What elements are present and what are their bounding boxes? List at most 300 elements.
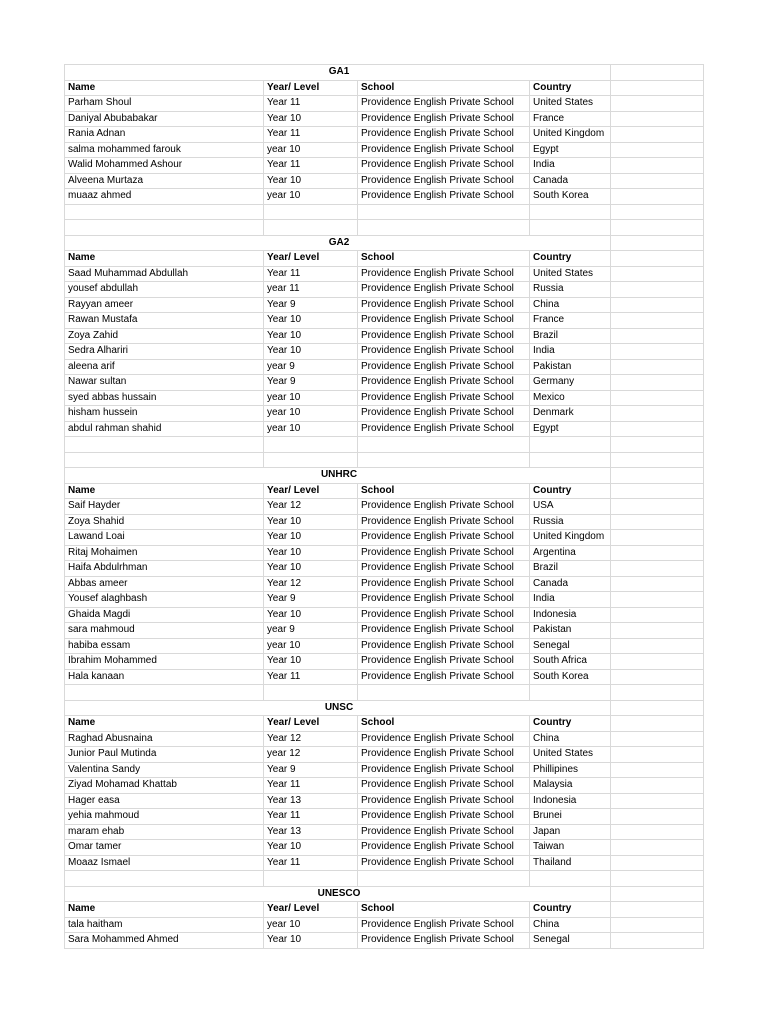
year-level-cell[interactable]: Year 13: [264, 824, 358, 840]
table-row: [65, 576, 704, 592]
column-header-year-level[interactable]: Year/ Level: [264, 716, 358, 732]
year-level-cell[interactable]: year 10: [264, 390, 358, 406]
school-cell[interactable]: Providence English Private School: [358, 390, 530, 406]
table-row: [65, 421, 704, 437]
year-level-cell[interactable]: Year 10: [264, 530, 358, 546]
empty-cell[interactable]: [611, 282, 704, 298]
name-cell[interactable]: Alveena Murtaza: [65, 173, 264, 189]
empty-cell[interactable]: [611, 251, 704, 267]
empty-cell[interactable]: [611, 545, 704, 561]
empty-cell[interactable]: [358, 685, 530, 701]
country-cell[interactable]: United Kingdom: [530, 127, 611, 143]
country-cell[interactable]: Indonesia: [530, 793, 611, 809]
name-cell[interactable]: Moaaz Ismael: [65, 855, 264, 871]
empty-cell[interactable]: [611, 499, 704, 515]
empty-cell[interactable]: [611, 514, 704, 530]
empty-cell[interactable]: [611, 204, 704, 220]
country-cell[interactable]: South Korea: [530, 189, 611, 205]
school-cell[interactable]: Providence English Private School: [358, 158, 530, 174]
country-cell[interactable]: Mexico: [530, 390, 611, 406]
name-cell[interactable]: Rayyan ameer: [65, 297, 264, 313]
column-header-year-level[interactable]: Year/ Level: [264, 902, 358, 918]
table-row: [65, 623, 704, 639]
empty-cell[interactable]: [65, 685, 264, 701]
section-title-row: [65, 468, 704, 484]
country-cell[interactable]: Phillipines: [530, 762, 611, 778]
empty-cell[interactable]: [611, 824, 704, 840]
table-row: [65, 669, 704, 685]
school-cell[interactable]: Providence English Private School: [358, 638, 530, 654]
country-cell[interactable]: France: [530, 111, 611, 127]
country-cell[interactable]: Pakistan: [530, 623, 611, 639]
name-cell[interactable]: Saif Hayder: [65, 499, 264, 515]
school-cell[interactable]: Providence English Private School: [358, 793, 530, 809]
empty-cell[interactable]: [611, 623, 704, 639]
school-cell[interactable]: Providence English Private School: [358, 576, 530, 592]
country-cell[interactable]: Russia: [530, 282, 611, 298]
year-level-cell[interactable]: Year 9: [264, 297, 358, 313]
name-cell[interactable]: yehia mahmoud: [65, 809, 264, 825]
country-cell[interactable]: United States: [530, 266, 611, 282]
name-cell[interactable]: Daniyal Abubabakar: [65, 111, 264, 127]
column-header-year-level[interactable]: Year/ Level: [264, 80, 358, 96]
empty-cell[interactable]: [611, 266, 704, 282]
country-cell[interactable]: Indonesia: [530, 607, 611, 623]
name-cell[interactable]: yousef abdullah: [65, 282, 264, 298]
empty-cell[interactable]: [611, 65, 704, 81]
name-cell[interactable]: Zoya Shahid: [65, 514, 264, 530]
country-cell[interactable]: China: [530, 917, 611, 933]
year-level-cell[interactable]: Year 10: [264, 313, 358, 329]
year-level-cell[interactable]: year 9: [264, 359, 358, 375]
year-level-cell[interactable]: Year 10: [264, 111, 358, 127]
table-row: [65, 127, 704, 143]
country-cell[interactable]: India: [530, 344, 611, 360]
name-cell[interactable]: Abbas ameer: [65, 576, 264, 592]
school-cell[interactable]: Providence English Private School: [358, 731, 530, 747]
year-level-cell[interactable]: Year 10: [264, 545, 358, 561]
empty-cell[interactable]: [358, 204, 530, 220]
school-cell[interactable]: Providence English Private School: [358, 189, 530, 205]
year-level-cell[interactable]: Year 12: [264, 576, 358, 592]
school-cell[interactable]: Providence English Private School: [358, 824, 530, 840]
school-cell[interactable]: Providence English Private School: [358, 530, 530, 546]
school-cell[interactable]: Providence English Private School: [358, 747, 530, 763]
year-level-cell[interactable]: year 10: [264, 917, 358, 933]
name-cell[interactable]: Rania Adnan: [65, 127, 264, 143]
empty-cell[interactable]: [611, 561, 704, 577]
school-cell[interactable]: Providence English Private School: [358, 762, 530, 778]
empty-cell[interactable]: [264, 220, 358, 236]
column-header-country[interactable]: Country: [530, 483, 611, 499]
name-cell[interactable]: Sedra Alhariri: [65, 344, 264, 360]
empty-cell[interactable]: [611, 390, 704, 406]
table-row: [65, 313, 704, 329]
school-cell[interactable]: Providence English Private School: [358, 266, 530, 282]
empty-cell[interactable]: [611, 871, 704, 887]
year-level-cell[interactable]: year 10: [264, 142, 358, 158]
empty-cell[interactable]: [611, 855, 704, 871]
empty-cell[interactable]: [358, 220, 530, 236]
table-row: [65, 933, 704, 949]
year-level-cell[interactable]: year 10: [264, 406, 358, 422]
name-cell[interactable]: Parham Shoul: [65, 96, 264, 112]
school-cell[interactable]: Providence English Private School: [358, 778, 530, 794]
name-cell[interactable]: tala haitham: [65, 917, 264, 933]
empty-cell[interactable]: [611, 716, 704, 732]
name-cell[interactable]: Yousef alaghbash: [65, 592, 264, 608]
name-cell[interactable]: Ritaj Mohaimen: [65, 545, 264, 561]
table-row: [65, 359, 704, 375]
country-cell[interactable]: United States: [530, 747, 611, 763]
year-level-cell[interactable]: Year 9: [264, 762, 358, 778]
name-cell[interactable]: Rawan Mustafa: [65, 313, 264, 329]
column-header-school[interactable]: School: [358, 483, 530, 499]
column-header-row: [65, 80, 704, 96]
school-cell[interactable]: Providence English Private School: [358, 933, 530, 949]
country-cell[interactable]: Denmark: [530, 406, 611, 422]
country-cell[interactable]: South Africa: [530, 654, 611, 670]
year-level-cell[interactable]: Year 12: [264, 499, 358, 515]
empty-cell[interactable]: [611, 762, 704, 778]
year-level-cell[interactable]: Year 10: [264, 561, 358, 577]
table-row: [65, 545, 704, 561]
empty-cell[interactable]: [65, 220, 264, 236]
name-cell[interactable]: Haifa Abdulrhman: [65, 561, 264, 577]
school-cell[interactable]: Providence English Private School: [358, 344, 530, 360]
column-header-name[interactable]: Name: [65, 716, 264, 732]
name-cell[interactable]: abdul rahman shahid: [65, 421, 264, 437]
year-level-cell[interactable]: Year 9: [264, 375, 358, 391]
empty-cell[interactable]: [530, 871, 611, 887]
name-cell[interactable]: Saad Muhammad Abdullah: [65, 266, 264, 282]
school-cell[interactable]: Providence English Private School: [358, 840, 530, 856]
country-cell[interactable]: South Korea: [530, 669, 611, 685]
country-cell[interactable]: Canada: [530, 173, 611, 189]
spreadsheet-body: [65, 65, 704, 949]
name-cell[interactable]: Sara Mohammed Ahmed: [65, 933, 264, 949]
column-header-school[interactable]: School: [358, 902, 530, 918]
empty-cell[interactable]: [264, 685, 358, 701]
year-level-cell[interactable]: Year 10: [264, 840, 358, 856]
empty-cell[interactable]: [611, 142, 704, 158]
empty-cell[interactable]: [611, 127, 704, 143]
name-cell[interactable]: aleena arif: [65, 359, 264, 375]
empty-cell[interactable]: [264, 204, 358, 220]
country-cell[interactable]: Taiwan: [530, 840, 611, 856]
table-row: [65, 282, 704, 298]
table-row: [65, 406, 704, 422]
school-cell[interactable]: Providence English Private School: [358, 142, 530, 158]
name-cell[interactable]: Hager easa: [65, 793, 264, 809]
country-cell[interactable]: Brazil: [530, 328, 611, 344]
table-row: [65, 592, 704, 608]
empty-cell[interactable]: [611, 421, 704, 437]
table-row: [65, 824, 704, 840]
school-cell[interactable]: Providence English Private School: [358, 809, 530, 825]
country-cell[interactable]: Thailand: [530, 855, 611, 871]
column-header-country[interactable]: Country: [530, 251, 611, 267]
school-cell[interactable]: Providence English Private School: [358, 545, 530, 561]
empty-cell[interactable]: [611, 933, 704, 949]
country-cell[interactable]: China: [530, 297, 611, 313]
empty-cell[interactable]: [611, 793, 704, 809]
country-cell[interactable]: India: [530, 592, 611, 608]
empty-cell[interactable]: [611, 328, 704, 344]
country-cell[interactable]: Japan: [530, 824, 611, 840]
country-cell[interactable]: Pakistan: [530, 359, 611, 375]
year-level-cell[interactable]: year 10: [264, 421, 358, 437]
empty-cell[interactable]: [611, 235, 704, 251]
column-header-country[interactable]: Country: [530, 902, 611, 918]
year-level-cell[interactable]: Year 10: [264, 514, 358, 530]
column-header-row: [65, 251, 704, 267]
year-level-cell[interactable]: year 10: [264, 638, 358, 654]
school-cell[interactable]: Providence English Private School: [358, 561, 530, 577]
year-level-cell[interactable]: year 12: [264, 747, 358, 763]
country-cell[interactable]: United States: [530, 96, 611, 112]
country-cell[interactable]: Argentina: [530, 545, 611, 561]
empty-cell[interactable]: [611, 297, 704, 313]
school-cell[interactable]: Providence English Private School: [358, 514, 530, 530]
empty-cell[interactable]: [611, 685, 704, 701]
blank-row: [65, 452, 704, 468]
empty-cell[interactable]: [611, 530, 704, 546]
empty-cell[interactable]: [530, 437, 611, 453]
year-level-cell[interactable]: year 10: [264, 189, 358, 205]
empty-cell[interactable]: [611, 654, 704, 670]
school-cell[interactable]: Providence English Private School: [358, 623, 530, 639]
country-cell[interactable]: France: [530, 313, 611, 329]
table-row: [65, 375, 704, 391]
name-cell[interactable]: Hala kanaan: [65, 669, 264, 685]
school-cell[interactable]: Providence English Private School: [358, 592, 530, 608]
column-header-name[interactable]: Name: [65, 902, 264, 918]
name-cell[interactable]: muaaz ahmed: [65, 189, 264, 205]
empty-cell[interactable]: [611, 344, 704, 360]
school-cell[interactable]: Providence English Private School: [358, 328, 530, 344]
section-title[interactable]: UNSC: [65, 700, 611, 716]
empty-cell[interactable]: [611, 483, 704, 499]
empty-cell[interactable]: [611, 809, 704, 825]
empty-cell[interactable]: [264, 437, 358, 453]
name-cell[interactable]: Lawand Loai: [65, 530, 264, 546]
empty-cell[interactable]: [358, 871, 530, 887]
empty-cell[interactable]: [611, 700, 704, 716]
year-level-cell[interactable]: Year 10: [264, 173, 358, 189]
year-level-cell[interactable]: Year 11: [264, 778, 358, 794]
empty-cell[interactable]: [530, 685, 611, 701]
name-cell[interactable]: Valentina Sandy: [65, 762, 264, 778]
name-cell[interactable]: Zoya Zahid: [65, 328, 264, 344]
empty-cell[interactable]: [264, 871, 358, 887]
empty-cell[interactable]: [611, 902, 704, 918]
school-cell[interactable]: Providence English Private School: [358, 359, 530, 375]
column-header-name[interactable]: Name: [65, 251, 264, 267]
table-row: [65, 809, 704, 825]
name-cell[interactable]: salma mohammed farouk: [65, 142, 264, 158]
year-level-cell[interactable]: Year 11: [264, 855, 358, 871]
country-cell[interactable]: Russia: [530, 514, 611, 530]
empty-cell[interactable]: [611, 173, 704, 189]
year-level-cell[interactable]: Year 10: [264, 654, 358, 670]
name-cell[interactable]: Ibrahim Mohammed: [65, 654, 264, 670]
empty-cell[interactable]: [611, 638, 704, 654]
empty-cell[interactable]: [611, 189, 704, 205]
table-row: [65, 189, 704, 205]
empty-cell[interactable]: [611, 747, 704, 763]
country-cell[interactable]: China: [530, 731, 611, 747]
table-row: [65, 917, 704, 933]
name-cell[interactable]: Ghaida Magdi: [65, 607, 264, 623]
empty-cell[interactable]: [611, 220, 704, 236]
year-level-cell[interactable]: Year 11: [264, 809, 358, 825]
school-cell[interactable]: Providence English Private School: [358, 855, 530, 871]
country-cell[interactable]: Germany: [530, 375, 611, 391]
table-row: [65, 266, 704, 282]
name-cell[interactable]: Walid Mohammed Ashour: [65, 158, 264, 174]
column-header-country[interactable]: Country: [530, 80, 611, 96]
year-level-cell[interactable]: Year 13: [264, 793, 358, 809]
name-cell[interactable]: Nawar sultan: [65, 375, 264, 391]
empty-cell[interactable]: [611, 359, 704, 375]
empty-cell[interactable]: [611, 840, 704, 856]
school-cell[interactable]: Providence English Private School: [358, 499, 530, 515]
school-cell[interactable]: Providence English Private School: [358, 375, 530, 391]
blank-row: [65, 437, 704, 453]
empty-cell[interactable]: [611, 313, 704, 329]
empty-cell[interactable]: [358, 452, 530, 468]
empty-cell[interactable]: [611, 80, 704, 96]
school-cell[interactable]: Providence English Private School: [358, 421, 530, 437]
year-level-cell[interactable]: Year 10: [264, 344, 358, 360]
blank-row: [65, 220, 704, 236]
school-cell[interactable]: Providence English Private School: [358, 173, 530, 189]
year-level-cell[interactable]: Year 10: [264, 328, 358, 344]
empty-cell[interactable]: [611, 576, 704, 592]
country-cell[interactable]: Senegal: [530, 933, 611, 949]
empty-cell[interactable]: [611, 111, 704, 127]
section-title[interactable]: UNHRC: [65, 468, 611, 484]
school-cell[interactable]: Providence English Private School: [358, 607, 530, 623]
column-header-year-level[interactable]: Year/ Level: [264, 251, 358, 267]
country-cell[interactable]: Egypt: [530, 142, 611, 158]
school-cell[interactable]: Providence English Private School: [358, 111, 530, 127]
country-cell[interactable]: Brunei: [530, 809, 611, 825]
name-cell[interactable]: Omar tamer: [65, 840, 264, 856]
empty-cell[interactable]: [65, 204, 264, 220]
empty-cell[interactable]: [65, 437, 264, 453]
name-cell[interactable]: Junior Paul Mutinda: [65, 747, 264, 763]
empty-cell[interactable]: [611, 731, 704, 747]
year-level-cell[interactable]: Year 11: [264, 266, 358, 282]
column-header-school[interactable]: School: [358, 716, 530, 732]
school-cell[interactable]: Providence English Private School: [358, 96, 530, 112]
empty-cell[interactable]: [611, 468, 704, 484]
school-cell[interactable]: Providence English Private School: [358, 282, 530, 298]
name-cell[interactable]: habiba essam: [65, 638, 264, 654]
empty-cell[interactable]: [358, 437, 530, 453]
name-cell[interactable]: sara mahmoud: [65, 623, 264, 639]
school-cell[interactable]: Providence English Private School: [358, 669, 530, 685]
empty-cell[interactable]: [611, 406, 704, 422]
empty-cell[interactable]: [65, 871, 264, 887]
country-cell[interactable]: United Kingdom: [530, 530, 611, 546]
empty-cell[interactable]: [530, 452, 611, 468]
section-title[interactable]: GA2: [65, 235, 611, 251]
column-header-year-level[interactable]: Year/ Level: [264, 483, 358, 499]
section-title[interactable]: GA1: [65, 65, 611, 81]
column-header-country[interactable]: Country: [530, 716, 611, 732]
table-row: [65, 514, 704, 530]
year-level-cell[interactable]: Year 12: [264, 731, 358, 747]
empty-cell[interactable]: [611, 607, 704, 623]
year-level-cell[interactable]: Year 11: [264, 669, 358, 685]
country-cell[interactable]: India: [530, 158, 611, 174]
name-cell[interactable]: maram ehab: [65, 824, 264, 840]
country-cell[interactable]: Canada: [530, 576, 611, 592]
year-level-cell[interactable]: Year 10: [264, 607, 358, 623]
year-level-cell[interactable]: Year 11: [264, 158, 358, 174]
country-cell[interactable]: Brazil: [530, 561, 611, 577]
table-row: [65, 142, 704, 158]
country-cell[interactable]: Egypt: [530, 421, 611, 437]
empty-cell[interactable]: [611, 778, 704, 794]
name-cell[interactable]: Ziyad Mohamad Khattab: [65, 778, 264, 794]
table-row: [65, 96, 704, 112]
column-header-name[interactable]: Name: [65, 483, 264, 499]
school-cell[interactable]: Providence English Private School: [358, 406, 530, 422]
empty-cell[interactable]: [611, 437, 704, 453]
year-level-cell[interactable]: Year 11: [264, 96, 358, 112]
country-cell[interactable]: USA: [530, 499, 611, 515]
country-cell[interactable]: Malaysia: [530, 778, 611, 794]
school-cell[interactable]: Providence English Private School: [358, 654, 530, 670]
empty-cell[interactable]: [530, 220, 611, 236]
year-level-cell[interactable]: Year 9: [264, 592, 358, 608]
empty-cell[interactable]: [530, 204, 611, 220]
empty-cell[interactable]: [264, 452, 358, 468]
empty-cell[interactable]: [611, 375, 704, 391]
country-cell[interactable]: Senegal: [530, 638, 611, 654]
year-level-cell[interactable]: Year 10: [264, 933, 358, 949]
column-header-school[interactable]: School: [358, 251, 530, 267]
empty-cell[interactable]: [611, 96, 704, 112]
school-cell[interactable]: Providence English Private School: [358, 127, 530, 143]
school-cell[interactable]: Providence English Private School: [358, 917, 530, 933]
empty-cell[interactable]: [611, 158, 704, 174]
name-cell[interactable]: syed abbas hussain: [65, 390, 264, 406]
table-row: [65, 173, 704, 189]
empty-cell[interactable]: [611, 592, 704, 608]
year-level-cell[interactable]: year 11: [264, 282, 358, 298]
empty-cell[interactable]: [611, 669, 704, 685]
year-level-cell[interactable]: Year 11: [264, 127, 358, 143]
name-cell[interactable]: hisham hussein: [65, 406, 264, 422]
column-header-name[interactable]: Name: [65, 80, 264, 96]
name-cell[interactable]: Raghad Abusnaina: [65, 731, 264, 747]
empty-cell[interactable]: [611, 452, 704, 468]
section-title-row: [65, 65, 704, 81]
school-cell[interactable]: Providence English Private School: [358, 297, 530, 313]
column-header-school[interactable]: School: [358, 80, 530, 96]
empty-cell[interactable]: [611, 886, 704, 902]
year-level-cell[interactable]: year 9: [264, 623, 358, 639]
school-cell[interactable]: Providence English Private School: [358, 313, 530, 329]
empty-cell[interactable]: [611, 917, 704, 933]
empty-cell[interactable]: [65, 452, 264, 468]
section-title[interactable]: UNESCO: [65, 886, 611, 902]
